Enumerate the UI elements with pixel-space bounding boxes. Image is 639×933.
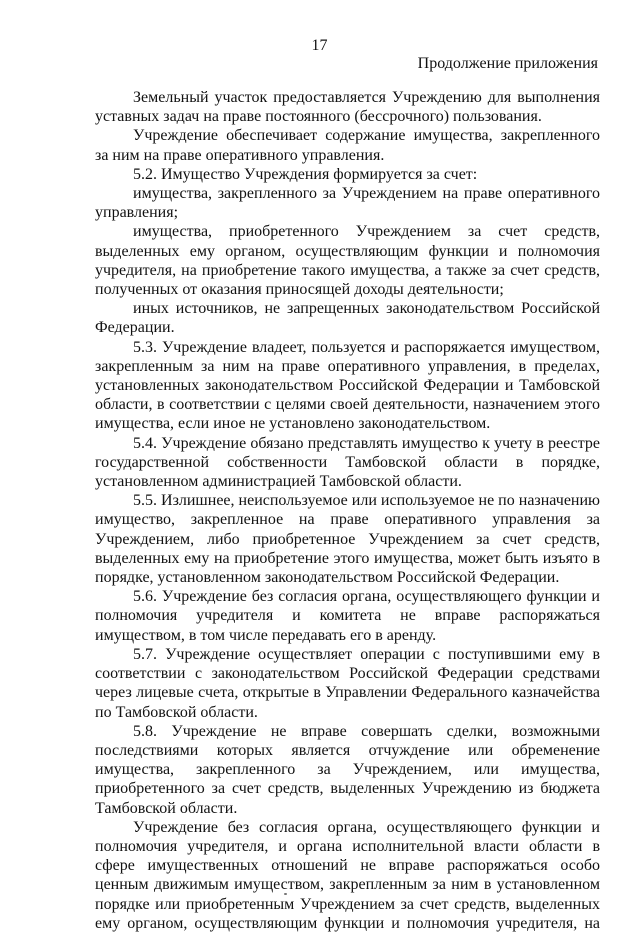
paragraph-5-3: 5.3. Учреждение владеет, пользуется и распоряжается имуществом, закрепленным за ним на праве оперативного управления, в пределах, установленных законодательством Российской Федерации и Тамбовской области, в соответствии с целями своей деятельности, назначением этого имущества, если иное не установлено законодательством. [95, 338, 600, 433]
paragraph-5-4: 5.4. Учреждение обязано представлять имущество к учету в реестре государственной собственности Тамбовской области в порядке, установленном администрацией Тамбовской области. [95, 434, 600, 491]
scan-artifact-dot [284, 893, 287, 895]
paragraph-consent-movable-property: Учреждение без согласия органа, осуществляющего функции и полномочия учредителя, и органа исполнительной власти области в сфере имущественных отношений не вправе распоряжаться особо ценным движимым имуществом, закрепленным за ним в установленном порядке или приобретенным Учреждением за счет средств, выделенных ему органом, осуществляющим функции и полномочия учредителя, на [95, 818, 600, 932]
paragraph-5-2-item-acquired-property: имущества, приобретенного Учреждением за счет средств, выделенных ему органом, осуществляющим функции и полномочия учредителя, на приобретение такого имущества, а также за счет средств, полученных от оказания приносящей доходы деятельности; [95, 223, 600, 299]
paragraph-5-2: 5.2. Имущество Учреждения формируется за счет: [133, 165, 478, 183]
paragraph-property-maintenance: Учреждение обеспечивает содержание имущества, закрепленного за ним на праве оперативного управления. [95, 127, 600, 164]
paragraph-5-2-item-assigned-property: имущества, закрепленного за Учреждением на праве оперативного управления; [95, 185, 600, 222]
paragraph-5-7: 5.7. Учреждение осуществляет операции с поступившими ему в соответствии с законодательством Российской Федерации средствами через лицевые счета, открытые в Управлении Федерального казначейства по Тамбовской области. [95, 645, 600, 721]
page-number: 17 [311, 37, 328, 54]
document-body [95, 88, 600, 933]
appendix-continuation-label: Продолжение приложения [417, 55, 598, 72]
paragraph-5-8: 5.8. Учреждение не вправе совершать сделки, возможными последствиями которых является отчуждение или обременение имущества, закрепленного за Учреждением, или имущества, приобретенного за счет средств, выделенных Учреждению из бюджета Тамбовской области. [95, 722, 600, 817]
paragraph-5-2-item-other-sources: иных источников, не запрещенных законодательством Российской Федерации. [95, 300, 600, 337]
paragraph-5-5: 5.5. Излишнее, неиспользуемое или используемое не по назначению имущество, закрепленное на праве оперативного управления за Учреждением, либо приобретенное Учреждением за счет средств, выделенных ему на приобретение этого имущества, может быть изъято в порядке, установленном законодательством Российской Федерации. [95, 492, 600, 587]
paragraph-land-plot: Земельный участок предоставляется Учреждению для выполнения уставных задач на праве постоянного (бессрочного) пользования. [95, 89, 600, 126]
paragraph-5-6: 5.6. Учреждение без согласия органа, осуществляющего функции и полномочия учредителя и комитета не вправе распоряжаться имуществом, в том числе передавать его в аренду. [95, 588, 600, 644]
